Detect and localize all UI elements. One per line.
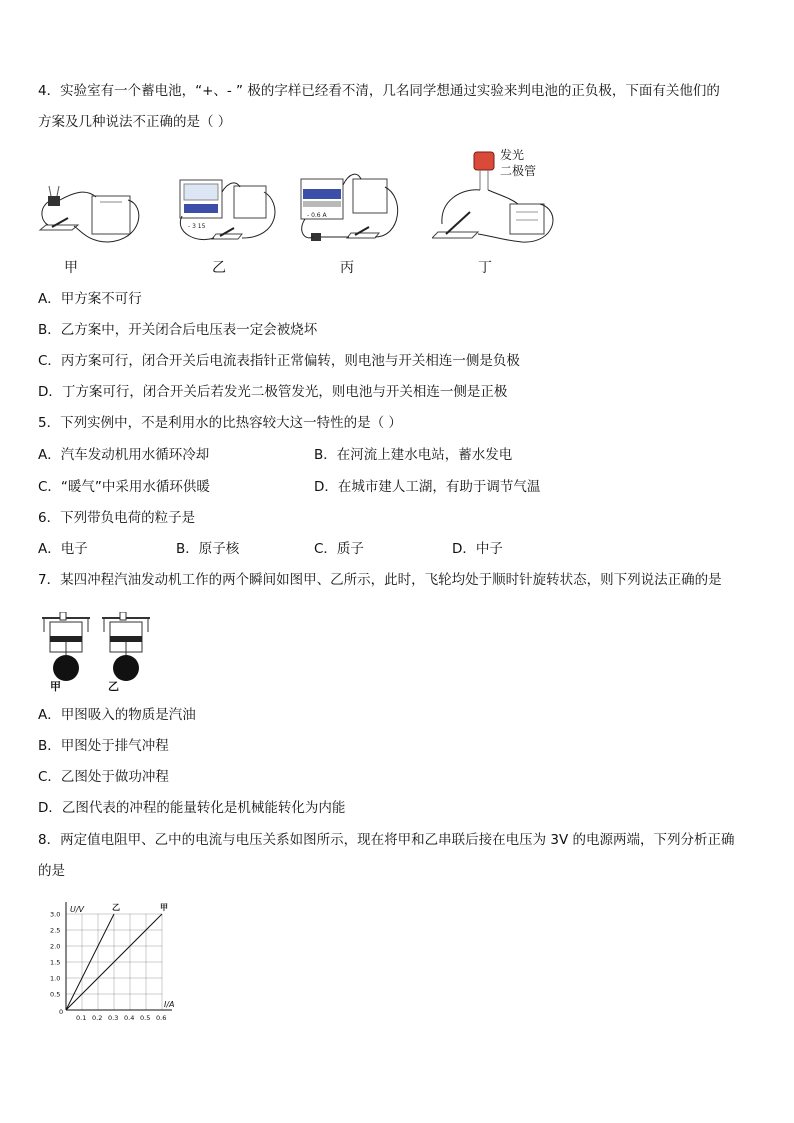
- q4-stem-line1: 4．实验室有一个蓄电池，“+、- ” 极的字样已经看不清，几名同学想通过实验来判电池的正负极，下面有关他们的: [38, 83, 720, 99]
- q6-option-d: D．中子: [452, 541, 503, 557]
- circuit-figure-yi: [176, 172, 286, 252]
- y-tick-label: 0.5: [50, 990, 61, 999]
- circuit-figure-bing: [295, 167, 407, 251]
- led-label-line1: 发光: [500, 148, 525, 162]
- x-tick-label: 0.4: [124, 1014, 135, 1022]
- y-tick-label: 1.5: [50, 958, 61, 967]
- fig-label-bing: 丙: [340, 260, 354, 276]
- x-tick-label: 0.5: [140, 1014, 151, 1022]
- x-tick-label: 0.3: [108, 1014, 119, 1022]
- led-icon: [474, 152, 494, 190]
- q7-option-b: B．甲图处于排气冲程: [38, 738, 169, 754]
- q6-option-a: A．电子: [38, 541, 88, 557]
- q4-option-a: A．甲方案不可行: [38, 291, 142, 307]
- battery-icon: [92, 196, 130, 234]
- battery-icon: [510, 204, 544, 234]
- q6-stem: 6．下列带负电荷的粒子是: [38, 510, 196, 526]
- y-axis-label: U/V: [70, 905, 85, 914]
- switch-icon: [432, 212, 478, 238]
- circuit-figure-jia: [38, 170, 148, 250]
- q7-option-a: A．甲图吸入的物质是汽油: [38, 707, 196, 723]
- y-tick-label: 1.0: [50, 974, 61, 983]
- q5-option-b: B．在河流上建水电站，蓄水发电: [314, 447, 513, 463]
- y-tick-label: 2.5: [50, 926, 61, 935]
- q4-option-b: B．乙方案中，开关闭合后电压表一定会被烧坏: [38, 322, 318, 338]
- q5-option-a: A．汽车发动机用水循环冷却: [38, 447, 210, 463]
- bulb-icon: [48, 186, 60, 206]
- switch-icon: [347, 227, 379, 238]
- fig-label-yi: 乙: [212, 260, 226, 276]
- ammeter-icon: [301, 179, 343, 219]
- switch-icon: [212, 228, 242, 239]
- ammeter-scale-label: - 0.6 A: [307, 212, 327, 219]
- y-tick-label: 2.0: [50, 942, 61, 951]
- engine-label-yi: 乙: [108, 680, 119, 693]
- q5-stem: 5．下列实例中，不是利用水的比热容较大这一特性的是（ ）: [38, 415, 402, 431]
- q6-option-c: C．质子: [314, 541, 364, 557]
- x-tick-label: 0.1: [76, 1014, 87, 1022]
- q7-option-d: D．乙图代表的冲程的能量转化是机械能转化为内能: [38, 800, 346, 816]
- circuit-figure-ding: [432, 146, 562, 246]
- x-tick-label: 0.6: [156, 1014, 167, 1022]
- x-tick-label: 0.2: [92, 1014, 103, 1022]
- q8-stem-line1: 8．两定值电阻甲、乙中的电流与电压关系如图所示，现在将甲和乙串联后接在电压为 3V 的电源两端，下列分析正确: [38, 832, 735, 848]
- voltmeter-icon: [180, 180, 222, 230]
- battery-icon: [234, 186, 266, 218]
- led-label-line2: 二极管: [500, 164, 537, 178]
- origin-label: 0: [59, 1008, 64, 1016]
- q4-stem-line2: 方案及几种说法不正确的是（ ）: [38, 114, 232, 130]
- series-label-yi: 乙: [112, 903, 120, 912]
- series-label-jia: 甲: [160, 903, 168, 912]
- engine-label-jia: 甲: [50, 680, 61, 693]
- battery-icon: [353, 179, 387, 213]
- u-i-chart: [40, 896, 180, 1026]
- q6-option-b: B．原子核: [176, 541, 240, 557]
- q5-option-d: D．在城市建人工湖，有助于调节气温: [314, 479, 541, 495]
- q7-option-c: C．乙图处于做功冲程: [38, 769, 169, 785]
- q5-option-c: C．“暖气”中采用水循环供暖: [38, 479, 210, 495]
- fig-label-ding: 丁: [478, 260, 492, 276]
- y-tick-label: 3.0: [50, 910, 61, 919]
- voltmeter-scale-label: - 3 15: [188, 223, 206, 230]
- q4-option-d: D．丁方案可行，闭合开关后若发光二极管发光，则电池与开关相连一侧是正极: [38, 384, 508, 400]
- engine-cylinder-yi: [102, 612, 150, 681]
- x-axis-label: I/A: [164, 1000, 175, 1009]
- fig-label-jia: 甲: [64, 260, 78, 276]
- q8-stem-line2: 的是: [38, 863, 65, 879]
- q7-stem: 7．某四冲程汽油发动机工作的两个瞬间如图甲、乙所示，此时，飞轮均处于顺时针旋转状态，则下列说法正确的是: [38, 572, 722, 588]
- q4-option-c: C．丙方案可行，闭合开关后电流表指针正常偏转，则电池与开关相连一侧是负极: [38, 353, 520, 369]
- engine-cylinder-jia: [42, 612, 90, 681]
